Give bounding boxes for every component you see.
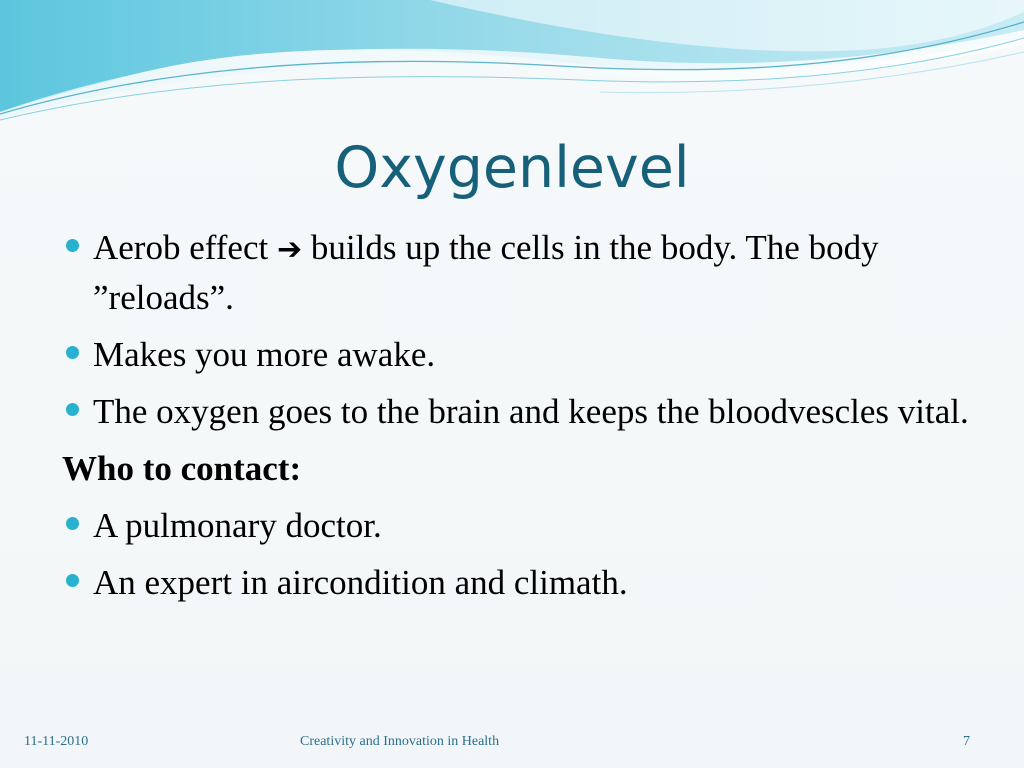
bullet-item-awake [62,331,972,379]
header-wave-decoration [0,0,1024,130]
bullet-item-pulmonary-doctor [62,502,972,550]
bullet-dot-icon [66,239,79,252]
bullet-dot-icon [66,517,79,530]
contact-heading: Who to contact: [62,449,302,488]
right-arrow-icon: ➔ [276,232,303,267]
slide-content [62,224,972,616]
bullet-text: Makes you more awake. [93,335,436,374]
bullet-item-aircondition-expert [62,559,972,607]
bullet-text: The oxygen goes to the brain and keeps the bloodvescles vital. [93,392,969,431]
bullet-dot-icon [66,403,79,416]
bullet-item-oxygen-brain [62,388,972,436]
bullet-text-part: builds up the cells in the body. The body ”reloads”. [93,228,879,317]
bullet-dot-icon [66,574,79,587]
slide-number: 7 [963,734,970,749]
footer-date: 11-11-2010 [24,734,89,749]
bullet-text-part: Aerob effect [93,228,277,267]
bullet-item-aerob-effect [62,224,972,322]
footer-title: Creativity and Innovation in Health [300,734,500,749]
slide-title: Oxygenlevel [334,135,690,201]
bullet-dot-icon [66,346,79,359]
bullet-text: An expert in aircondition and climath. [93,563,628,602]
bullet-text: A pulmonary doctor. [93,506,382,545]
